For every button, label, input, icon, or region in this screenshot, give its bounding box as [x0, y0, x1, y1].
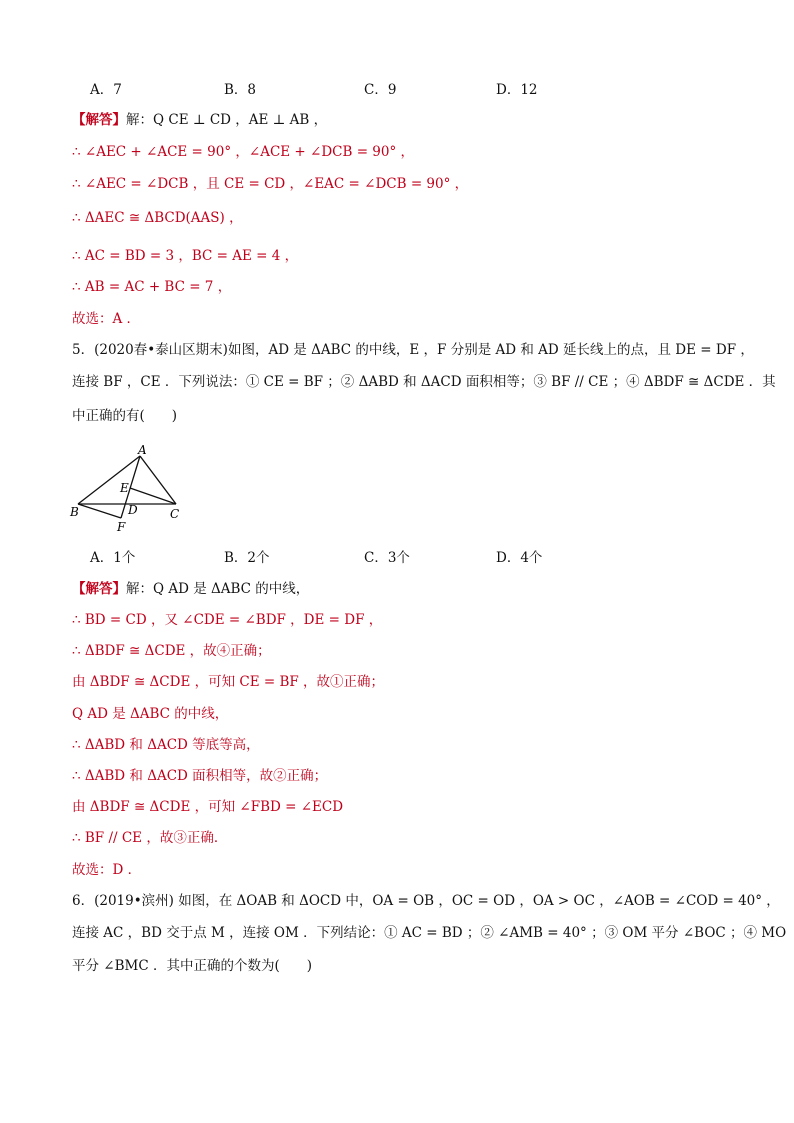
q4-solution-line-4: ∴ ΔAEC ≅ ΔBCD(AAS) ，: [72, 210, 243, 226]
q5-option-c: C．3个: [364, 550, 410, 566]
q4-solution-tag: 【解答】: [72, 112, 126, 128]
q4-solution-line-3: ∴ ∠AEC = ∠DCB ，且 CE = CD ，∠EAC = ∠DCB = 90° ，: [72, 176, 469, 192]
q5-option-d: D．4个: [496, 550, 543, 566]
q5-solution-line-9: ∴ BF // CE ，故③正确．: [72, 830, 228, 846]
q5-solution-line-7: ∴ ΔABD 和 ΔACD 面积相等，故②正确；: [72, 768, 328, 784]
segment-ec: [130, 488, 176, 504]
q5-solution-line-10: 故选：D ．: [72, 862, 142, 878]
q4-solution-text: 解：Q CE ⊥ CD ，AE ⊥ AB ，: [126, 112, 328, 128]
q6-stem-line-3: 平分 ∠BMC ．其中正确的个数为( ): [72, 958, 313, 974]
segment-bf: [78, 504, 121, 518]
q5-solution-line-5: Q AD 是 ΔABC 的中线，: [72, 706, 229, 722]
segment-ab: [78, 456, 140, 504]
q4-solution-line-5: ∴ AC = BD = 3 ，BC = AE = 4 ，: [72, 248, 299, 264]
label-b: B: [70, 505, 79, 519]
q4-solution-line-7: 故选：A ．: [72, 311, 141, 327]
label-d: D: [128, 503, 138, 517]
label-e: E: [120, 481, 129, 495]
q4-option-c: C．9: [364, 82, 397, 98]
label-f: F: [117, 520, 126, 534]
q5-triangle-figure: [68, 440, 188, 540]
q4-option-a: A．7: [90, 82, 122, 98]
q5-solution-line-3: ∴ ΔBDF ≅ ΔCDE ，故④正确；: [72, 643, 271, 659]
q4-solution-line-1: [72, 111, 327, 129]
q5-solution-line-6: ∴ ΔABD 和 ΔACD 等底等高，: [72, 737, 260, 753]
q6-stem-line-1: 6．(2019•滨州) 如图，在 ΔOAB 和 ΔOCD 中，OA = OB ，OC = OD ，OA > OC ，∠AOB = ∠COD = 40° ，: [72, 893, 780, 909]
q5-option-b: B．2个: [224, 550, 270, 566]
label-c: C: [170, 507, 180, 521]
segment-ac: [140, 456, 176, 504]
q5-solution-text: 解：Q AD 是 ΔABC 的中线，: [126, 581, 310, 597]
q5-option-a: A．1个: [90, 550, 136, 566]
q5-solution-line-4: 由 ΔBDF ≅ ΔCDE ，可知 CE = BF ，故①正确；: [72, 674, 385, 690]
q4-option-d: D．12: [496, 82, 538, 98]
q5-solution-line-1: [72, 580, 309, 598]
q5-stem-line-3: 中正确的有( ): [72, 408, 178, 424]
q6-stem-line-2: 连接 AC ，BD 交于点 M ，连接 OM ．下列结论：① AC = BD ；② ∠AMB = 40° ；③ OM 平分 ∠BOC ；④ MO: [72, 925, 787, 941]
q4-option-b: B．8: [224, 82, 257, 98]
q5-solution-line-8: 由 ΔBDF ≅ ΔCDE ，可知 ∠FBD = ∠ECD: [72, 799, 344, 815]
q5-solution-line-2: ∴ BD = CD ，又 ∠CDE = ∠BDF ，DE = DF ，: [72, 612, 383, 628]
q5-stem-line-1: 5．(2020春•泰山区期末)如图，AD 是 ΔABC 的中线，E ，F 分别是 AD 和 AD 延长线上的点，且 DE = DF ，: [72, 342, 754, 358]
label-a: A: [138, 443, 147, 457]
q5-solution-tag: 【解答】: [72, 581, 126, 597]
q4-solution-line-2: ∴ ∠AEC + ∠ACE = 90° ，∠ACE + ∠DCB = 90° ，: [72, 144, 415, 160]
q4-solution-line-6: ∴ AB = AC + BC = 7 ，: [72, 279, 232, 295]
q5-stem-line-2: 连接 BF ，CE ．下列说法：① CE = BF ；② ΔABD 和 ΔACD 面积相等；③ BF // CE ；④ ΔBDF ≅ ΔCDE ．其: [72, 374, 776, 390]
